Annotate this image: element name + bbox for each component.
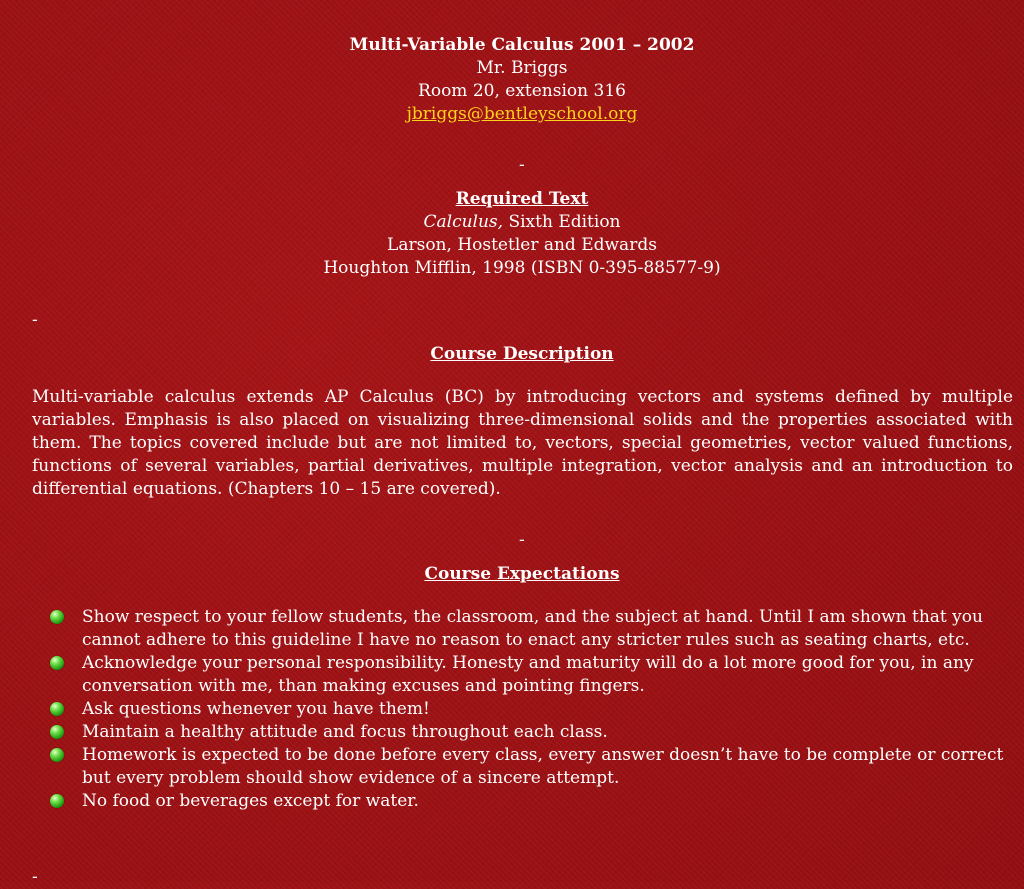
book-title-line: [0, 211, 1024, 234]
course-description-heading: Course Description: [430, 344, 614, 364]
separator-4: -: [32, 867, 38, 887]
list-item-text: Maintain a healthy attitude and focus throughout each class.: [82, 722, 608, 742]
required-text-section: [0, 188, 1024, 280]
separator-1: -: [519, 155, 525, 175]
green-ball-bullet-icon: [50, 748, 64, 762]
course-header: [0, 34, 1024, 126]
expectations-list: [50, 606, 1014, 813]
list-item: [50, 606, 1014, 652]
course-expectations-heading-wrap: [0, 563, 1024, 586]
green-ball-bullet-icon: [50, 610, 64, 624]
email-link[interactable]: jbriggs@bentleyschool.org: [406, 104, 638, 124]
separator-3: -: [519, 530, 525, 550]
green-ball-bullet-icon: [50, 794, 64, 808]
course-description-heading-wrap: [0, 343, 1024, 366]
book-edition: Sixth Edition: [503, 212, 621, 232]
book-title: Calculus,: [423, 212, 504, 232]
green-ball-bullet-icon: [50, 725, 64, 739]
list-item-text: Acknowledge your personal responsibility. Honesty and maturity will do a lot more good for you, in any conversation with me, than making excuses and pointing fingers.: [82, 653, 974, 696]
list-item-text: Ask questions whenever you have them!: [82, 699, 430, 719]
course-description-text: Multi-variable calculus extends AP Calculus (BC) by introducing vectors and systems defined by multiple variables. Emphasis is also placed on visualizing three-dimensional solids and the properties associated with them. The topics covered include but are not limited to, vectors, special geometries, vector valued functions, functions of several variables, partial derivatives, multiple integration, vector analysis and an introduction to differential equations. (Chapters 10 – 15 are covered).: [32, 387, 1013, 499]
list-item: [50, 790, 1014, 813]
list-item: [50, 698, 1014, 721]
room-info: Room 20, extension 316: [418, 81, 626, 101]
list-item-text: Show respect to your fellow students, the classroom, and the subject at hand. Until I am shown that you cannot adhere to this guideline I have no reason to enact any stricter rules such as seating charts, etc.: [82, 607, 983, 650]
list-item: [50, 721, 1014, 744]
required-text-heading: Required Text: [455, 189, 589, 209]
teacher-name: Mr. Briggs: [476, 58, 568, 78]
green-ball-bullet-icon: [50, 702, 64, 716]
separator-2: -: [32, 310, 38, 330]
list-item: [50, 744, 1014, 790]
course-expectations-heading: Course Expectations: [424, 564, 620, 584]
course-title: Multi-Variable Calculus 2001 – 2002: [349, 35, 695, 55]
green-ball-bullet-icon: [50, 656, 64, 670]
list-item: [50, 652, 1014, 698]
list-item-text: No food or beverages except for water.: [82, 791, 419, 811]
book-authors: Larson, Hostetler and Edwards: [387, 235, 657, 255]
book-publisher: Houghton Mifflin, 1998 (ISBN 0-395-88577-9): [323, 258, 721, 278]
list-item-text: Homework is expected to be done before every class, every answer doesn’t have to be complete or correct but every problem should show evidence of a sincere attempt.: [82, 745, 1004, 788]
